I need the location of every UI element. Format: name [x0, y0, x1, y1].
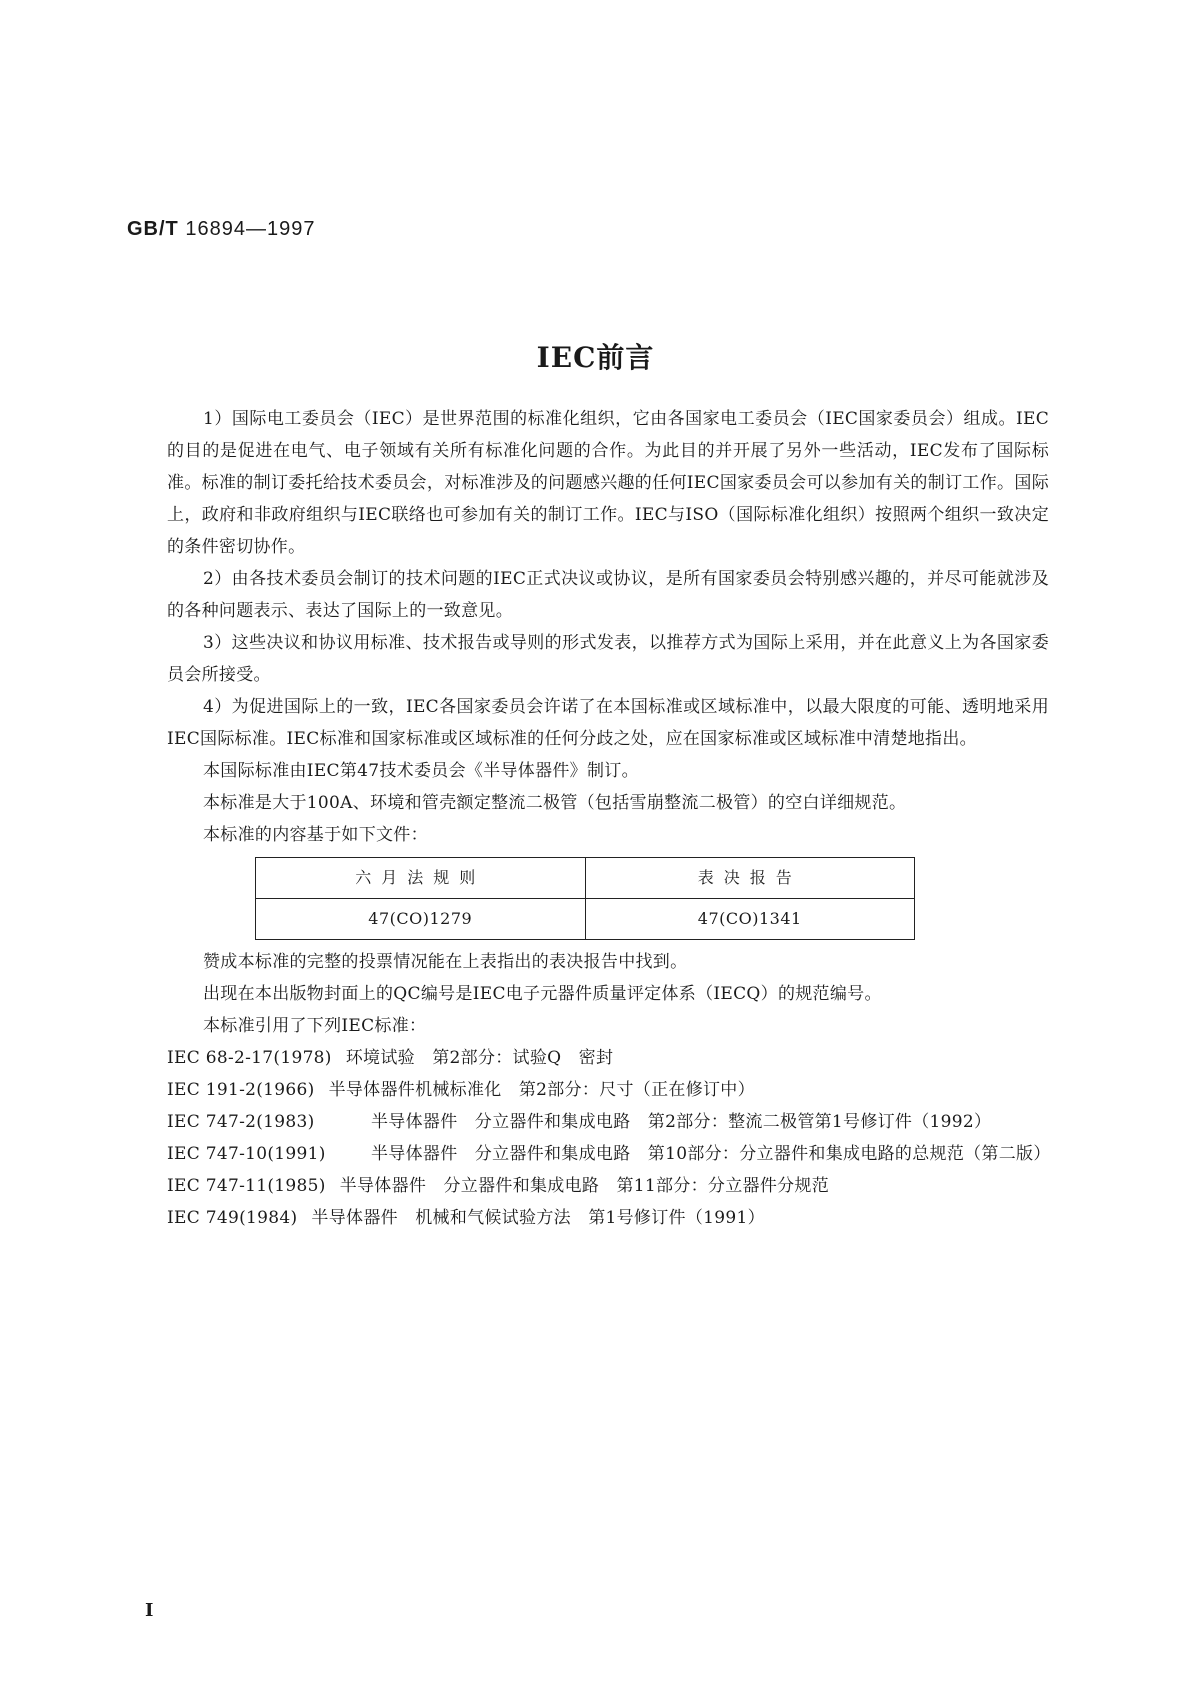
reference-item	[167, 1074, 1049, 1106]
reference-desc: 半导体器件 分立器件和集成电路 第11部分：分立器件分规范	[339, 1176, 830, 1196]
line-references-intro: 本标准引用了下列IEC标准：	[203, 1016, 427, 1036]
table-row	[256, 899, 915, 940]
page-title: IEC前言	[536, 341, 655, 374]
reference-desc: 环境试验 第2部分：试验Q 密封	[345, 1048, 614, 1068]
reference-code: IEC 747-11(1985)	[167, 1176, 326, 1196]
body-content	[167, 403, 1049, 1234]
table-header-row	[256, 858, 915, 899]
reference-item	[167, 1042, 1049, 1074]
line-committee: 本国际标准由IEC第47技术委员会《半导体器件》制订。	[203, 761, 639, 781]
table-cell: 47(CO)1341	[585, 899, 915, 940]
documents-table	[255, 857, 915, 940]
reference-item	[167, 1170, 1049, 1202]
reference-item	[167, 1202, 1049, 1234]
reference-item	[167, 1138, 1049, 1170]
table-cell: 47(CO)1279	[256, 899, 586, 940]
line-voting: 赞成本标准的完整的投票情况能在上表指出的表决报告中找到。	[203, 952, 688, 972]
reference-code: IEC 749(1984)	[167, 1208, 298, 1228]
paragraph-4: 4）为促进国际上的一致，IEC各国家委员会许诺了在本国标准或区域标准中，以最大限度的可能、透明地采用IEC国际标准。IEC标准和国家标准或区域标准的任何分歧之处，应在国家标准或区域标准中清楚地指出。	[167, 697, 1049, 749]
paragraph-2: 2）由各技术委员会制订的技术问题的IEC正式决议或协议，是所有国家委员会特别感兴趣的，并尽可能就涉及的各种问题表示、表达了国际上的一致意见。	[167, 569, 1049, 621]
table-header-cell: 六月法规则	[256, 858, 586, 899]
reference-desc: 半导体器件 分立器件和集成电路 第2部分：整流二极管第1号修订件（1992）	[371, 1112, 992, 1132]
standard-code	[127, 218, 315, 241]
line-scope: 本标准是大于100A、环境和管壳额定整流二极管（包括雪崩整流二极管）的空白详细规范。	[203, 793, 907, 813]
reference-list	[167, 1042, 1049, 1234]
reference-code: IEC 191-2(1966)	[167, 1080, 315, 1100]
reference-desc: 半导体器件 机械和气候试验方法 第1号修订件（1991）	[311, 1208, 765, 1228]
reference-desc: 半导体器件机械标准化 第2部分：尺寸（正在修订中）	[328, 1080, 755, 1100]
reference-item	[167, 1106, 1049, 1138]
line-basis: 本标准的内容基于如下文件：	[203, 825, 428, 845]
reference-code: IEC 68-2-17(1978)	[167, 1048, 332, 1068]
reference-code: IEC 747-2(1983)	[167, 1112, 315, 1132]
table-header-cell: 表决报告	[585, 858, 915, 899]
reference-code: IEC 747-10(1991)	[167, 1144, 326, 1164]
standard-prefix: GB/T	[127, 218, 179, 240]
standard-number: 16894—1997	[185, 218, 316, 240]
reference-desc: 半导体器件 分立器件和集成电路 第10部分：分立器件和集成电路的总规范（第二版）	[371, 1144, 1051, 1164]
page-number: Ⅰ	[145, 1600, 154, 1621]
line-qc-number: 出现在本出版物封面上的QC编号是IEC电子元器件质量评定体系（IECQ）的规范编号。	[203, 984, 882, 1004]
paragraph-3: 3）这些决议和协议用标准、技术报告或导则的形式发表，以推荐方式为国际上采用，并在此意义上为各国家委员会所接受。	[167, 633, 1049, 685]
paragraph-1: 1）国际电工委员会（IEC）是世界范围的标准化组织，它由各国家电工委员会（IEC国家委员会）组成。IEC的目的是促进在电气、电子领域有关所有标准化问题的合作。为此目的并开展了另外一些活动，IEC发布了国际标准。标准的制订委托给技术委员会，对标准涉及的问题感兴趣的任何IEC国家委员会可以参加有关的制订工作。国际上，政府和非政府组织与IEC联络也可参加有关的制订工作。IEC与ISO（国际标准化组织）按照两个组织一致决定的条件密切协作。	[167, 409, 1049, 557]
